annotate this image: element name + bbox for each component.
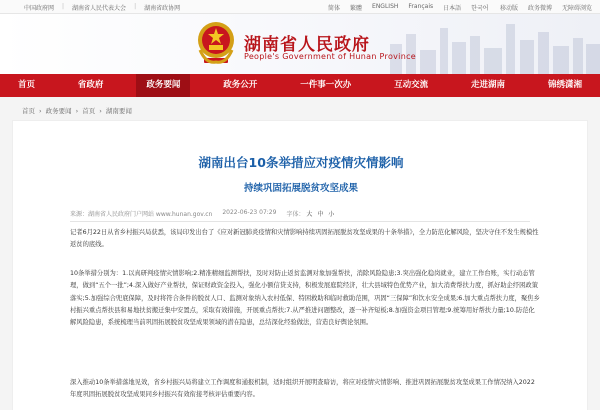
- nav-interaction[interactable]: 互动交流: [394, 80, 429, 90]
- external-links: [24, 3, 180, 12]
- lang-english[interactable]: ENGLISH: [372, 3, 399, 10]
- article-subtitle: 持续巩固拓展脱贫攻坚成果: [243, 183, 358, 194]
- breadcrumb: [22, 106, 132, 115]
- meta-divider: [70, 221, 530, 222]
- nav-scenic-hunan[interactable]: 锦绣潇湘: [547, 80, 582, 90]
- article-paragraph: 记者6月22日从省乡村振兴局获悉，该局印发出台了《应对新冠肺炎疫情和灾情影响持续巩固拓展脱贫攻坚成果的十条举措》，全力防范化解风险，坚决守住不发生规模性返贫的底线。: [70, 229, 539, 249]
- link-cppcc[interactable]: 湖南省政协网: [144, 5, 181, 12]
- font-size-medium[interactable]: 中: [317, 211, 324, 218]
- breadcrumb-hunan-news[interactable]: 湖南要闻: [105, 107, 132, 115]
- nav-home[interactable]: 首页: [18, 80, 36, 90]
- site-banner: [0, 14, 600, 74]
- national-emblem-icon[interactable]: [196, 20, 236, 68]
- lang-simplified[interactable]: 简体: [328, 5, 341, 12]
- breadcrumb-separator-icon: ›: [75, 106, 79, 115]
- lang-japanese[interactable]: 日本語: [443, 5, 462, 12]
- site-title-english: People's Government of Hunan Province: [244, 52, 416, 61]
- link-mobile[interactable]: 移动版: [499, 5, 518, 12]
- article-title: 湖南出台10条举措应对疫情灾情影响: [198, 155, 404, 170]
- breadcrumb-home-2[interactable]: 首页: [82, 107, 96, 115]
- link-npc[interactable]: 湖南省人民代表大会: [72, 5, 127, 12]
- divider: |: [134, 3, 137, 10]
- main-navigation: [0, 74, 600, 97]
- article-paragraph: 10条举措分别为：1.以真研判疫情灾情影响;2.精准精细监测帮扶，及时对防止返贫监测对象加强帮扶，消除风险隐患;3.突出强化稳岗就业，建立工作台账，实行动态管理，做到“五个一批”;4.深入做好产业帮扶，保证财政资金投入，强化小额信贷支持，积极发展庭院经济，壮大县域特色优势产业，加大消费帮扶力度，抓好助企纾困政策落实;5.加强综合兜底保障，及时将符合条件的脱贫人口、监测对象纳入农村低保、特困救助和临时救助范围，巩固“三保障”和饮水安全成果;6.加大重点帮扶力度，聚焦乡村振兴重点帮扶县和易地扶贫搬迁集中安置点，采取有效措施，开展重点帮扶;7.从严推进问题整改，逐一补齐短板;8.加强资金项目管理;9.统筹用好帮扶力量;10.防范化解风险隐患，系统梳理当前巩固拓展脱贫攻坚成果领域的潜在隐患，总结深化经验做法，营造良好舆论氛围。: [70, 270, 540, 327]
- nav-provincial-government[interactable]: 省政府: [77, 80, 104, 90]
- font-size-small[interactable]: 小: [328, 211, 335, 218]
- article-panel: [12, 120, 588, 410]
- breadcrumb-home[interactable]: 首页: [22, 107, 35, 115]
- font-size-label: [286, 209, 334, 218]
- article-source: 来源：湖南省人民政府门户网站 www.hunan.gov.cn: [70, 211, 213, 218]
- lang-korean[interactable]: 한국어: [471, 5, 489, 12]
- breadcrumb-government-news[interactable]: 政务要闻: [45, 107, 72, 115]
- font-size-large[interactable]: 大: [306, 211, 313, 218]
- link-weibo[interactable]: 政务微博: [527, 5, 552, 12]
- skyline-decoration: [380, 14, 600, 74]
- nav-government-affairs[interactable]: 政务公开: [223, 80, 258, 90]
- nav-government-news[interactable]: 政务要闻: [136, 74, 190, 97]
- article-date: 2022-06-23 07:29: [222, 209, 277, 216]
- language-switcher: [328, 3, 489, 12]
- article-paragraph: 深入推动10条举措落地见效，省乡村振兴局将建立工作调度和通报机制，适时组织开展明查暗访，将应对疫情灾情影响、推进巩固拓展脱贫攻坚成果工作情况纳入2022年度巩固拓展脱贫攻坚成果同乡村振兴有效衔接考核评估重要内容。: [70, 379, 535, 399]
- breadcrumb-separator-icon: ›: [39, 106, 42, 115]
- lang-french[interactable]: Français: [408, 3, 434, 10]
- article-meta: [70, 209, 344, 218]
- nav-one-stop-service[interactable]: 一件事一次办: [300, 80, 352, 90]
- site-title: 湖南省人民政府: [244, 35, 370, 55]
- nav-discover-hunan[interactable]: 走进湖南: [471, 80, 506, 90]
- divider: |: [62, 3, 65, 10]
- link-gov-cn[interactable]: 中国政府网: [24, 5, 55, 12]
- utility-links: [500, 3, 592, 12]
- link-accessibility[interactable]: 无障碍浏览: [561, 5, 592, 12]
- lang-traditional[interactable]: 繁體: [350, 5, 363, 12]
- font-size-label-text: 字体：: [286, 211, 305, 218]
- breadcrumb-separator-icon: ›: [99, 106, 102, 115]
- top-utility-bar: [0, 0, 600, 14]
